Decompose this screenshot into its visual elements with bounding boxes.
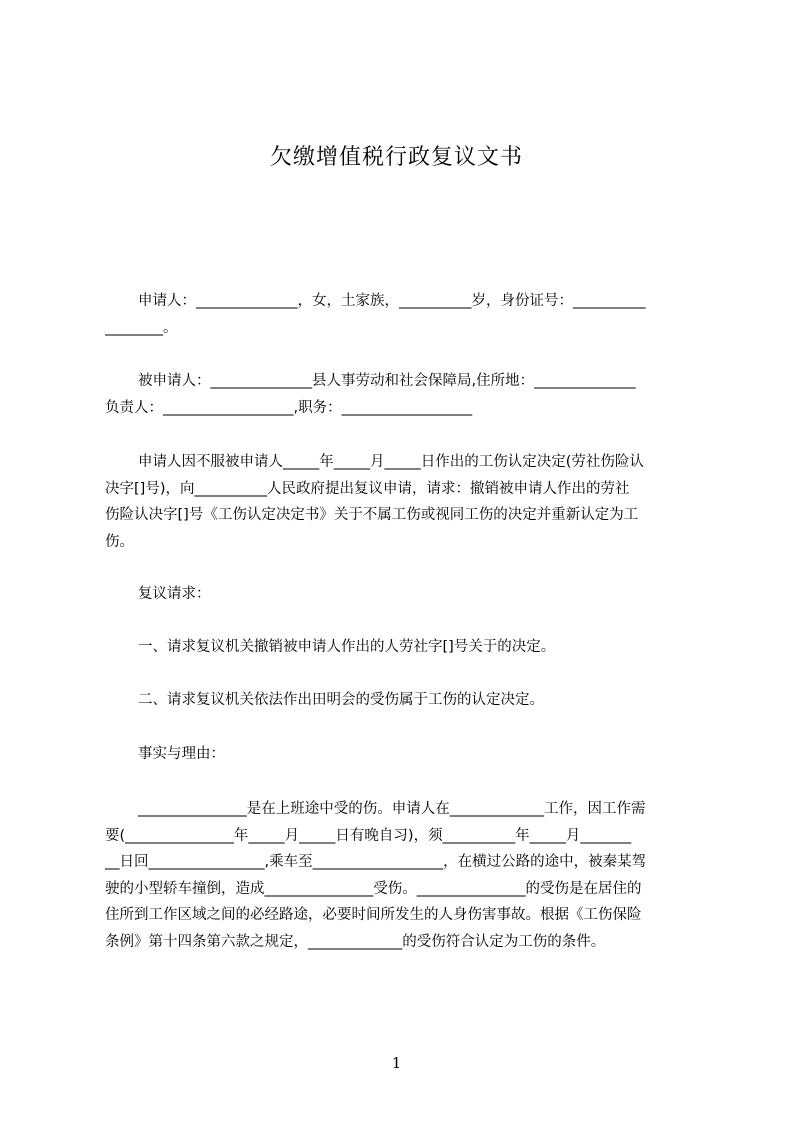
statement-line-1: 申请人因不服被申请人_____年_____月_____日作出的工伤认定决定(劳社伤险认 — [138, 454, 644, 470]
facts-heading: 事实与理由： — [138, 746, 225, 762]
applicant-paragraph — [105, 288, 701, 341]
review-request-heading: 复议请求： — [138, 586, 211, 602]
applicant-line-1: 申请人：______________，女，土家族，__________岁，身份证号：__________ — [138, 293, 646, 309]
respondent-line-1: 被申请人：______________县人事劳动和社会保障局,住所地：______________ — [138, 373, 636, 389]
document-title: 欠缴增值税行政复议文书 — [269, 145, 523, 170]
page-number: 1 — [391, 1054, 402, 1072]
statement-line-2: 决字[]号)，向__________人民政府提出复议申请，请求：撤销被申请人作出的劳社 — [105, 480, 630, 497]
review-request-heading-paragraph — [105, 581, 701, 608]
request-item-1: 一、请求复议机关撤销被申请人作出的人劳社字[]号关于的决定。 — [138, 639, 556, 655]
respondent-line-2: 负责人：__________________,职务：__________________ — [105, 399, 473, 416]
facts-line-2: 要(_______________年_____月_____日有晚自习)，须__________年_____月_______ — [105, 827, 632, 844]
facts-line-5: 住所到工作区域之间的必经路途，必要时间所发生的人身伤害事故。根据《工伤保险 — [105, 907, 642, 923]
facts-line-4: 驶的小型轿车撞倒，造成_______________受伤。_______________的受伤是在居住的 — [105, 880, 642, 897]
facts-paragraph — [105, 796, 701, 955]
request-item-2: 二、请求复议机关依法作出田明会的受伤属于工伤的认定决定。 — [138, 692, 544, 708]
facts-heading-paragraph — [105, 741, 701, 768]
statement-line-4: 伤。 — [105, 533, 134, 550]
statement-line-3: 伤险认决字[]号《工伤认定决定书》关于不属工伤或视同工伤的决定并重新认定为工 — [105, 507, 639, 523]
request-1-paragraph — [105, 634, 701, 661]
facts-line-1: _______________是在上班途中受的伤。申请人在_____________工作，因工作需 — [138, 801, 646, 817]
statement-paragraph — [105, 449, 701, 555]
facts-line-6: 条例》第十四条第六款之规定，_____________的受伤符合认定为工伤的条件。 — [105, 933, 606, 950]
facts-line-3: __日回________________,乘车至__________________，在横过公路的途中，被秦某驾 — [105, 854, 647, 870]
applicant-line-2: ________。 — [105, 319, 178, 336]
request-2-paragraph — [105, 687, 701, 714]
respondent-paragraph — [105, 368, 701, 421]
